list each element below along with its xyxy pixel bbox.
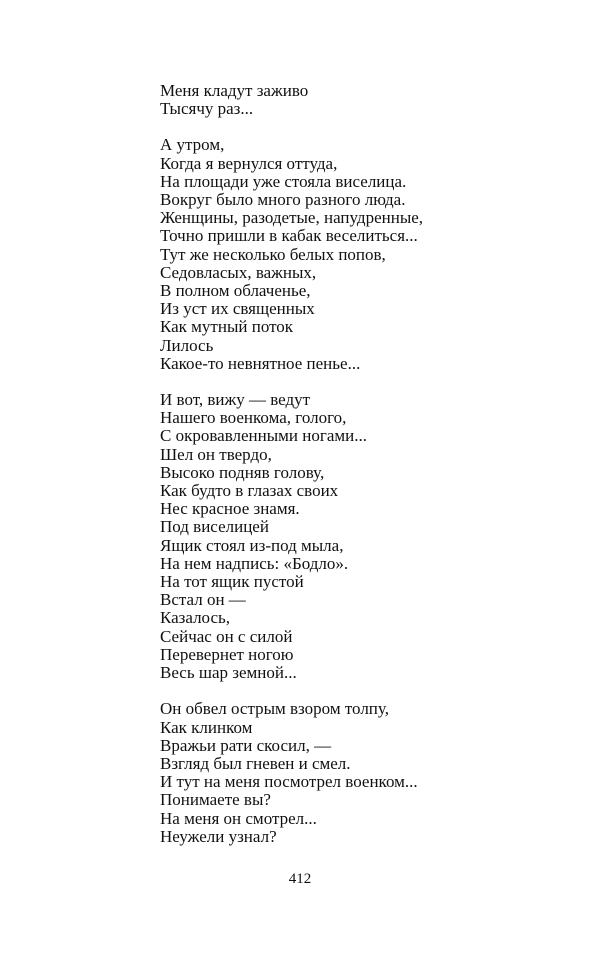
poem-line: Седовласых, важных, [160,262,317,282]
stanza [160,82,580,118]
poem-line: На меня он смотрел... [160,808,317,828]
poem-line: На площади уже стояла виселица. [160,171,407,191]
page-number: 412 [288,871,312,887]
poem-line: Лилось [160,335,214,355]
poem-line: Ящик стоял из-под мыла, [160,535,344,555]
poem-line: Перевернет ногою [160,644,294,664]
poem-line: Он обвел острым взором толпу, [160,699,389,719]
poem-line: Какое-то невнятное пенье... [160,353,361,373]
poem-line: Точно пришли в кабак веселиться... [160,226,418,246]
poem-line: Нашего военкома, голого, [160,408,347,428]
stanza [160,700,580,846]
poem-line: Под виселицей [160,517,269,537]
poem-line: С окровавленными ногами... [160,426,367,446]
poem-line: На тот ящик пустой [160,572,304,592]
poem-line: В полном облаченье, [160,281,311,301]
poem-line: Понимаете вы? [160,790,271,810]
poem-line: Тут же несколько белых попов, [160,244,386,264]
stanza [160,136,580,373]
poem-line: Вражьи рати скосил, — [160,735,332,755]
poem-line: Как будто в глазах своих [160,481,339,501]
stanza [160,391,580,682]
poem-line: И вот, вижу — ведут [160,390,311,410]
poem-line: На нем надпись: «Бодло». [160,553,349,573]
poem-text [160,82,580,864]
poem-line: А утром, [160,135,225,155]
poem-line: Из уст их священных [160,299,315,319]
poem-line: Вокруг было много разного люда. [160,190,406,210]
poem-line: Меня кладут заживо [160,81,309,100]
poem-line: Шел он твердо, [160,444,272,464]
poem-line: Тысячу раз... [160,99,254,119]
poem-line: Женщины, разодетые, напудренные, [160,208,424,228]
poem-line: И тут на меня посмотрел военком... [160,772,418,792]
poem-line: Встал он — [160,590,246,610]
poem-line: Нес красное знамя. [160,499,300,519]
poem-line: Как мутный поток [160,317,294,337]
poem-line: Казалось, [160,608,231,628]
poem-line: Когда я вернулся оттуда, [160,153,338,173]
poem-line: Взгляд был гневен и смел. [160,753,351,773]
poem-line: Как клинком [160,717,253,737]
poem-line: Весь шар земной... [160,663,297,683]
poem-line: Сейчас он с силой [160,626,293,646]
poem-line: Высоко подняв голову, [160,462,325,482]
poem-line: Неужели узнал? [160,826,277,846]
